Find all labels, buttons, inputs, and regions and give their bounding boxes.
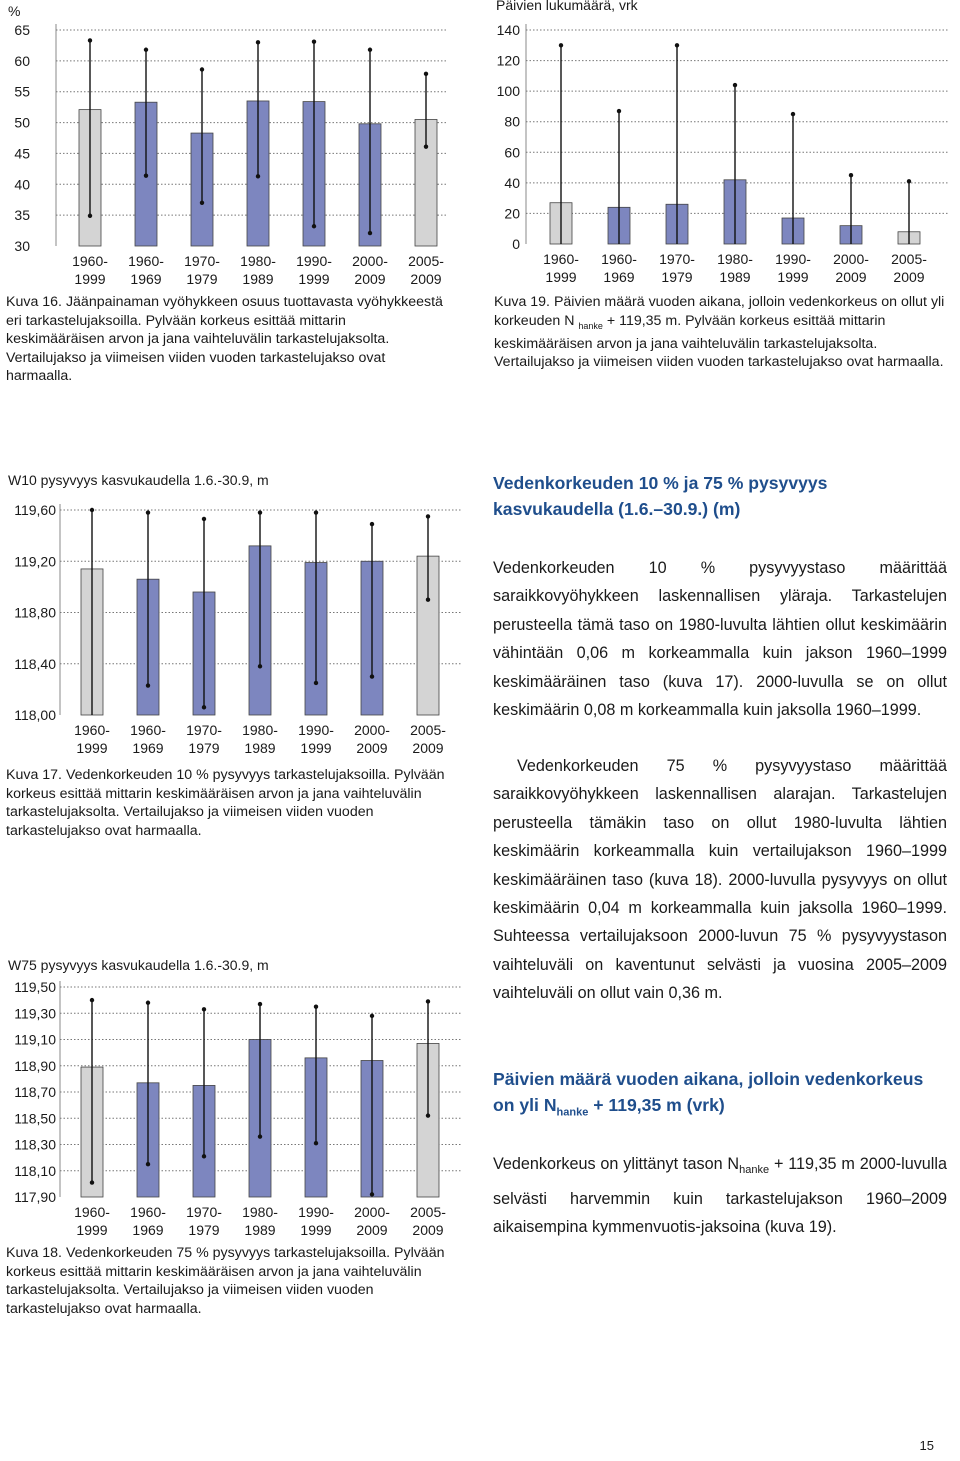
kuva16-range-max-dot	[200, 67, 204, 71]
kuva18-category-line1: 1960-	[74, 1204, 110, 1220]
caption-kuva19-pre: Kuva 19. Päivien määrä vuoden aikana, jolloin vedenkorkeus on ollut yli korkeuden N	[494, 294, 945, 329]
kuva17-ytick-label: 118,80	[14, 604, 56, 621]
kuva18-ytick-label: 119,10	[14, 1031, 56, 1048]
kuva16-range-max-dot	[144, 48, 148, 52]
kuva17-ytick-label: 118,40	[14, 655, 56, 672]
kuva19-category-label	[601, 251, 637, 285]
kuva18-category-line2: 1999	[76, 1222, 108, 1238]
kuva18-range-max-dot	[90, 998, 94, 1002]
kuva16-range-max-dot	[424, 72, 428, 76]
kuva16-range-min-dot	[424, 144, 428, 148]
kuva16-range-min-dot	[312, 224, 316, 228]
paragraph-paivat-pre: Vedenkorkeus on ylittänyt tason N	[493, 1155, 740, 1173]
kuva19-category-line2: 1979	[661, 269, 693, 285]
kuva19-category-line1: 1960-	[601, 251, 637, 267]
kuva17-category-line2: 1999	[76, 740, 108, 756]
paragraph-paivat	[493, 1150, 947, 1241]
chart-kuva19	[480, 0, 958, 290]
kuva16-ytick-label: 55	[14, 83, 30, 100]
kuva18-ytick-label: 119,50	[14, 979, 56, 995]
kuva18-range-max-dot	[426, 999, 430, 1003]
kuva16-range-min-dot	[144, 173, 148, 177]
kuva16-range-max-dot	[256, 40, 260, 44]
kuva16-category-line2: 2009	[410, 271, 442, 287]
caption-kuva19-post: + 119,35 m. Pylvään korkeus esittää mittarin keskimääräisen arvon ja jana vaihteluvälin tarkastelujaksolta. Vertailujakso ja viimeisen viiden vuoden tarkastelujakso ovat harmaalla.	[494, 312, 944, 371]
kuva19-category-line1: 1980-	[717, 251, 753, 267]
kuva16-range-min-dot	[368, 231, 372, 235]
kuva17-category-label	[130, 722, 166, 756]
caption-kuva19-sub: hanke	[578, 320, 603, 331]
paragraph-paivat-post: + 119,35 m 2000-luvulla selvästi harvemmin kuin tarkastelujakson 1960–2009 aikaisempina kymmenvuotis-jaksoina (kuva 19).	[493, 1155, 947, 1237]
kuva16-ytick-label: 60	[14, 52, 30, 69]
heading-paivien-post: + 119,35 m (vrk)	[588, 1095, 725, 1115]
kuva18-category-label	[298, 1204, 334, 1238]
kuva17-category-line1: 1970-	[186, 722, 222, 738]
kuva16-ytick-label: 50	[14, 114, 30, 131]
kuva19-range-max-dot	[907, 179, 911, 183]
kuva16-category-line2: 1999	[298, 271, 330, 287]
kuva17-range-max-dot	[258, 510, 262, 514]
kuva18-ylabel: W75 pysyvyys kasvukaudella 1.6.-30.9, m	[8, 957, 269, 973]
kuva16-category-line1: 1960-	[128, 253, 164, 269]
kuva18-range-max-dot	[202, 1007, 206, 1011]
kuva19-ylabel: Päivien lukumäärä, vrk	[496, 0, 638, 13]
kuva18-category-label	[186, 1204, 222, 1238]
paragraph-w10: Vedenkorkeuden 10 % pysyvyystaso määrittää saraikkovyöhykkeen laskennallisen yläraja. Tarkastelujen perusteella tämä taso on 1980-luvulta lähtien ollut keskimäärin vähintään 0,06 m korkeammalla kuin jakson 1960–1999 keskimääräinen taso (kuva 17). 2000-luvulla se on ollut keskimäärin 0,08 m korkeammalla kuin jaksolla 1960–1999.	[493, 559, 947, 720]
kuva18-category-line1: 1970-	[186, 1204, 222, 1220]
kuva16-ytick-label: 35	[14, 207, 30, 224]
kuva17-range-min-dot	[258, 664, 262, 668]
kuva17-category-line2: 1969	[132, 740, 164, 756]
kuva16-ytick-label: 45	[14, 145, 30, 162]
kuva19-ytick-label: 60	[504, 144, 520, 161]
kuva18-range-max-dot	[146, 1001, 150, 1005]
heading-pysyvyys: Vedenkorkeuden 10 % ja 75 % pysyvyys kasvukaudella (1.6.–30.9.) (m)	[493, 473, 828, 519]
kuva18-category-line2: 1969	[132, 1222, 164, 1238]
kuva17-range-min-dot	[314, 681, 318, 685]
chart-kuva17-svg	[0, 470, 470, 760]
kuva18-category-line2: 2009	[356, 1222, 388, 1238]
heading-paivien-maara	[493, 1066, 947, 1126]
kuva18-range-min-dot	[258, 1134, 262, 1138]
kuva19-ytick-label: 40	[504, 174, 520, 191]
kuva19-category-line2: 2009	[893, 269, 925, 285]
kuva17-ytick-label: 119,60	[14, 502, 56, 518]
kuva18-category-line1: 1980-	[242, 1204, 278, 1220]
kuva17-range-min-dot	[426, 597, 430, 601]
kuva17-category-label	[186, 722, 222, 756]
kuva18-category-line1: 1960-	[130, 1204, 166, 1220]
kuva17-range-min-dot	[370, 674, 374, 678]
kuva17-category-line2: 2009	[356, 740, 388, 756]
caption-kuva19	[494, 293, 950, 372]
kuva16-category-line2: 1979	[186, 271, 218, 287]
kuva18-category-label	[354, 1204, 390, 1238]
kuva18-category-line1: 1990-	[298, 1204, 334, 1220]
chart-kuva18	[0, 952, 470, 1242]
kuva19-category-label	[543, 251, 579, 285]
kuva16-category-label	[240, 253, 276, 287]
kuva16-category-line2: 1989	[242, 271, 274, 287]
kuva18-category-label	[410, 1204, 446, 1238]
kuva17-category-label	[410, 722, 446, 756]
caption-kuva17: Kuva 17. Vedenkorkeuden 10 % pysyvyys tarkastelujaksoilla. Pylvään korkeus esittää mittarin keskimääräisen arvon ja jana vaihteluvälin tarkastelujaksolta. Vertailujakso ja viimeisen viiden vuoden tarkastelujakso ovat harmaalla.	[6, 767, 445, 839]
kuva19-ytick-label: 0	[512, 236, 520, 252]
kuva18-range-min-dot	[426, 1113, 430, 1117]
kuva16-category-line1: 1980-	[240, 253, 276, 269]
kuva16-category-line1: 1990-	[296, 253, 332, 269]
kuva17-category-line1: 1960-	[74, 722, 110, 738]
kuva19-category-line1: 1990-	[775, 251, 811, 267]
kuva17-ylabel: W10 pysyvyys kasvukaudella 1.6.-30.9, m	[8, 472, 269, 488]
kuva19-category-line2: 1999	[777, 269, 809, 285]
kuva18-range-min-dot	[202, 1154, 206, 1158]
kuva19-range-max-dot	[559, 43, 563, 47]
kuva19-range-max-dot	[617, 109, 621, 113]
kuva19-category-label	[833, 251, 869, 285]
kuva18-category-label	[242, 1204, 278, 1238]
kuva17-range-max-dot	[90, 508, 94, 512]
kuva18-ytick-label: 118,30	[14, 1136, 56, 1153]
kuva18-category-label	[74, 1204, 110, 1238]
kuva19-range-max-dot	[675, 43, 679, 47]
kuva17-range-max-dot	[370, 522, 374, 526]
kuva18-category-line1: 2005-	[410, 1204, 446, 1220]
kuva17-category-label	[298, 722, 334, 756]
kuva16-range-max-dot	[88, 38, 92, 42]
kuva18-ytick-label: 118,70	[14, 1084, 56, 1100]
kuva16-category-line2: 2009	[354, 271, 386, 287]
kuva16-category-line1: 2005-	[408, 253, 444, 269]
kuva16-category-line1: 1960-	[72, 253, 108, 269]
kuva16-ytick-label: 30	[14, 238, 30, 254]
chart-kuva17	[0, 470, 470, 760]
kuva17-category-line1: 1960-	[130, 722, 166, 738]
kuva18-range-max-dot	[370, 1014, 374, 1018]
kuva16-category-label	[408, 253, 444, 287]
kuva17-category-line2: 2009	[412, 740, 444, 756]
kuva19-category-line2: 1989	[719, 269, 751, 285]
kuva16-category-line1: 2000-	[352, 253, 388, 269]
kuva18-range-min-dot	[314, 1141, 318, 1145]
kuva17-category-line2: 1999	[300, 740, 332, 756]
kuva18-category-line2: 1989	[244, 1222, 276, 1238]
kuva19-category-label	[891, 251, 927, 285]
kuva19-category-label	[659, 251, 695, 285]
kuva16-category-line2: 1999	[74, 271, 106, 287]
kuva16-range-min-dot	[200, 201, 204, 205]
chart-kuva16	[0, 0, 450, 290]
kuva17-category-line1: 2000-	[354, 722, 390, 738]
kuva16-category-label	[352, 253, 388, 287]
kuva17-category-line1: 1990-	[298, 722, 334, 738]
kuva16-category-label	[296, 253, 332, 287]
kuva19-category-line2: 1969	[603, 269, 635, 285]
kuva17-category-line2: 1979	[188, 740, 220, 756]
kuva18-ytick-label: 118,90	[14, 1057, 56, 1074]
kuva17-range-max-dot	[314, 510, 318, 514]
caption-kuva16: Kuva 16. Jäänpainaman vyöhykkeen osuus tuottavasta vyöhykkeestä eri tarkastelujaksoilla. Pylvään korkeus esittää mittarin keskimääräisen arvon ja jana vaihteluvälin tarkastelujaksolta. Vertailujakso ja viimeisen viiden vuoden tarkastelujakso ovat harmaalla.	[6, 294, 443, 384]
kuva18-category-line2: 1979	[188, 1222, 220, 1238]
kuva17-ytick-label: 118,00	[14, 707, 56, 723]
kuva16-category-line2: 1969	[130, 271, 162, 287]
kuva18-range-min-dot	[90, 1180, 94, 1184]
kuva19-category-line2: 2009	[835, 269, 867, 285]
page-number: 15	[919, 1438, 934, 1453]
kuva18-ytick-label: 117,90	[14, 1189, 56, 1205]
kuva19-category-line1: 2005-	[891, 251, 927, 267]
kuva16-category-label	[128, 253, 164, 287]
kuva17-category-label	[354, 722, 390, 756]
paragraph-paivat-sub: hanke	[739, 1164, 770, 1177]
kuva19-category-label	[775, 251, 811, 285]
kuva17-range-max-dot	[202, 517, 206, 521]
kuva16-ytick-label: 40	[14, 176, 30, 193]
heading-paivien-pre: Päivien määrä vuoden aikana, jolloin vedenkorkeus on yli N	[493, 1069, 924, 1115]
kuva18-category-line1: 2000-	[354, 1204, 390, 1220]
paragraph-w75: Vedenkorkeuden 75 % pysyvyystaso määrittää saraikkovyöhykkeen laskennallisen alarajan. Tarkastelujen perusteella tämäkin taso on ollut 1980-luvulta lähtien keskimäärin korkeammalla kuin vertailujakson 1960–1999 keskimääräinen taso (kuva 18). 2000-luvulla pysyvyys on ollut keskimäärin 0,04 m korkeammalla kuin jaksolla 1960–1999. Suhteessa vertailujaksoon 2000-luvun 75 % pysyvyystason vaihteluväli on kaventunut selvästi ja vuosina 2005–2009 vaihteluväli on ollut vain 0,36 m.	[493, 757, 947, 1003]
kuva18-range-max-dot	[314, 1004, 318, 1008]
kuva18-ytick-label: 118,10	[14, 1162, 56, 1179]
kuva19-ytick-label: 120	[496, 52, 520, 69]
kuva17-range-min-dot	[202, 705, 206, 709]
kuva19-range-max-dot	[733, 83, 737, 87]
kuva19-ytick-label: 140	[496, 22, 520, 38]
kuva19-range-max-dot	[849, 173, 853, 177]
kuva16-category-label	[184, 253, 220, 287]
chart-kuva19-svg	[480, 0, 958, 290]
kuva19-category-line2: 1999	[545, 269, 577, 285]
kuva16-range-min-dot	[88, 214, 92, 218]
chart-kuva16-svg	[0, 0, 450, 290]
kuva18-ytick-label: 119,30	[14, 1005, 56, 1022]
kuva17-category-line2: 1989	[244, 740, 276, 756]
kuva19-category-line1: 2000-	[833, 251, 869, 267]
caption-kuva18: Kuva 18. Vedenkorkeuden 75 % pysyvyys tarkastelujaksoilla. Pylvään korkeus esittää mittarin keskimääräisen arvon ja jana vaihteluvälin tarkastelujaksolta. Vertailujakso ja viimeisen viiden vuoden tarkastelujakso ovat harmaalla.	[6, 1245, 445, 1317]
kuva16-range-max-dot	[368, 48, 372, 52]
kuva18-category-line2: 1999	[300, 1222, 332, 1238]
chart-kuva18-svg	[0, 952, 470, 1242]
kuva16-range-max-dot	[312, 40, 316, 44]
kuva17-ytick-label: 119,20	[14, 553, 56, 570]
kuva18-range-min-dot	[370, 1192, 374, 1196]
kuva17-category-line1: 1980-	[242, 722, 278, 738]
heading-paivien-sub: hanke	[556, 1106, 589, 1119]
kuva19-category-line1: 1970-	[659, 251, 695, 267]
kuva19-category-label	[717, 251, 753, 285]
kuva18-ytick-label: 118,50	[14, 1110, 56, 1127]
kuva16-ytick-label: 65	[14, 22, 30, 38]
kuva17-category-line1: 2005-	[410, 722, 446, 738]
kuva18-range-min-dot	[146, 1162, 150, 1166]
kuva18-category-label	[130, 1204, 166, 1238]
kuva16-category-line1: 1970-	[184, 253, 220, 269]
kuva17-category-label	[242, 722, 278, 756]
kuva19-ytick-label: 20	[504, 205, 520, 222]
kuva16-range-min-dot	[256, 174, 260, 178]
kuva19-category-line1: 1960-	[543, 251, 579, 267]
kuva17-range-min-dot	[146, 683, 150, 687]
kuva19-range-max-dot	[791, 112, 795, 116]
kuva16-ylabel: %	[8, 3, 21, 19]
kuva16-category-label	[72, 253, 108, 287]
kuva19-ytick-label: 80	[504, 113, 520, 130]
kuva17-category-label	[74, 722, 110, 756]
kuva18-range-max-dot	[258, 1002, 262, 1006]
kuva17-range-max-dot	[426, 514, 430, 518]
kuva17-range-max-dot	[146, 510, 150, 514]
kuva18-category-line2: 2009	[412, 1222, 444, 1238]
kuva19-ytick-label: 100	[496, 83, 520, 100]
